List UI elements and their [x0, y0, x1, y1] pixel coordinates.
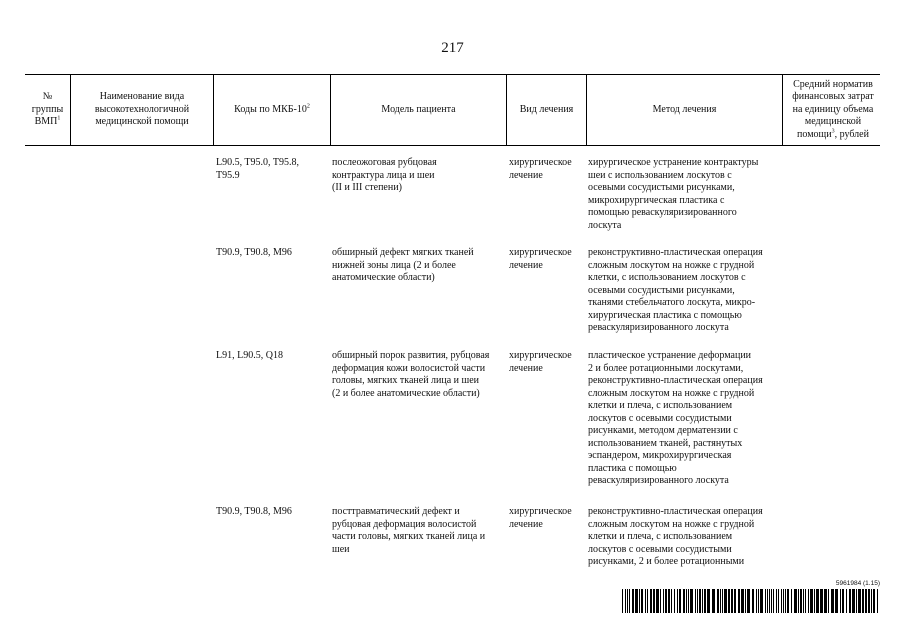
row-codes: T90.9, T90.8, M96 [216, 247, 292, 258]
row-treatment-type: хирургическое лечение [509, 247, 572, 271]
row-treatment-method: реконструктивно-пластическая операция сложным лоскутом на ножке с грудной клетки и плеча, с использованием лоскутов с осевыми сосудистыми рисунками, 2 и более ротационными [588, 506, 763, 567]
row-treatment-method: пластическое устранение деформации 2 и более ротационными лоскутами, реконструктивно-пластическая операция сложным лоскутом на ножке с грудной клетки и плеча, с использованием лоскутов с осевыми сосудистыми рисунками, методом дерматензии с использованием тканей, растянутых эспандером, микрохирургическая пластика с помощью реваскуляризированного лоскута [588, 350, 763, 486]
header-bottom-rule [25, 145, 880, 146]
row-patient-model: послеожоговая рубцовая контрактура лица и шеи (II и III степени) [332, 157, 437, 193]
row-treatment-type: хирургическое лечение [509, 157, 572, 181]
row-treatment-type: хирургическое лечение [509, 506, 572, 530]
header-cost: Средний норматив финансовых затрат на единицу объема медицинской помощи$^3$, рублей [792, 78, 874, 140]
row-codes: L90.5, T95.0, T95.8, T95.9 [216, 157, 299, 181]
barcode-bars [622, 589, 880, 613]
row-patient-model: посттравматический дефект и рубцовая деформация волосистой части головы, мягких тканей лица и шеи [332, 506, 486, 555]
header-treatment-type: Вид лечения [519, 103, 574, 115]
barcode [622, 580, 880, 614]
row-treatment-method: реконструктивно-пластическая операция сложным лоскутом на ножке с грудной клетки, с использованием лоскутов с осевыми сосудистыми рисунками, тканями стебельчатого лоскута, микро- хирургическая пластика с помощью реваскуляризированного лоскута [588, 247, 763, 333]
row-codes: L91, L90.5, Q18 [216, 350, 283, 361]
barcode-number: 5961984 (1.15) [835, 580, 880, 587]
row-patient-model: обширный порок развития, рубцовая деформация кожи волосистой части головы, мягких тканей лица и шеи (2 и более анатомические области) [332, 350, 490, 399]
header-codes: Коды по МКБ-$10^2$ [234, 103, 310, 115]
row-treatment-type: хирургическое лечение [509, 350, 572, 374]
row-codes: T90.9, T90.8, M96 [216, 506, 292, 517]
header-patient-model: Модель пациента [381, 103, 456, 115]
row-patient-model: обширный дефект мягких тканей нижней зоны лица (2 и более анатомические области) [332, 247, 474, 283]
page-number: 217 [441, 40, 464, 56]
header-group-no: № группы ВМП$^1$ [31, 91, 64, 128]
header-treatment-method: Метод лечения [652, 103, 717, 115]
row-treatment-method: хирургическое устранение контрактуры шеи с использованием лоскутов с осевыми сосудистыми рисунками, микрохирургическая пластика с помощью реваскуляризированного лоскута [588, 157, 759, 231]
header-name: Наименование вида высокотехнологичной медицинской помощи [94, 91, 190, 128]
